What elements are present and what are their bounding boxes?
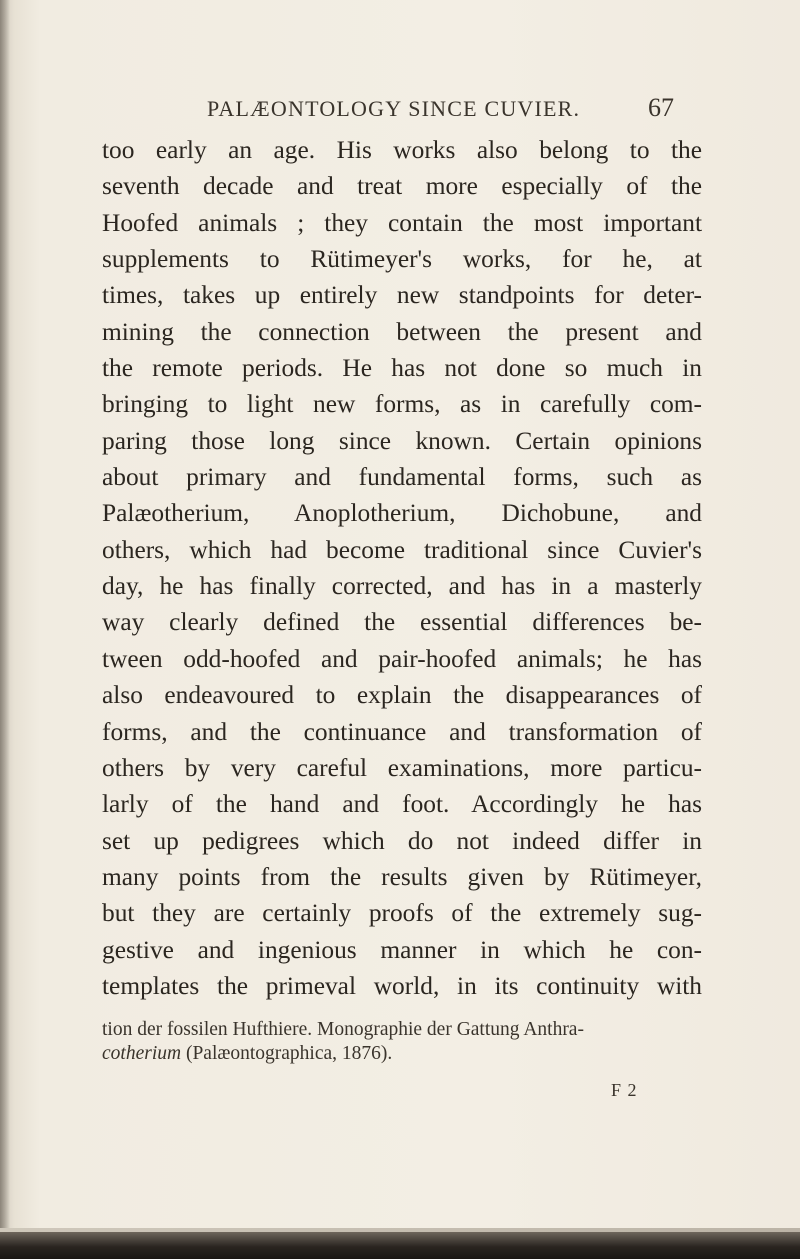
text-line: times, takes up entirely new standpoints for deter-	[102, 281, 702, 310]
text-line: Hoofed animals ; they contain the most important	[102, 208, 702, 237]
text-line: way clearly defined the essential differences be-	[102, 608, 702, 637]
text-line: seventh decade and treat more especially of the	[102, 172, 702, 201]
gutter-shadow	[0, 0, 10, 1259]
footnote-italic-title: cotherium	[102, 1043, 182, 1064]
footnote-citation: (Palæontographica, 1876).	[181, 1043, 393, 1064]
footnote-line: tion der fossilen Hufthiere. Monographie der Gattung Anthra-	[102, 1019, 584, 1040]
text-line: but they are certainly proofs of the extremely sug-	[102, 899, 702, 928]
text-line: larly of the hand and foot. Accordingly he has	[102, 790, 702, 819]
text-line: gestive and ingenious manner in which he con-	[102, 935, 702, 964]
footnote	[102, 1018, 702, 1066]
text-line: also endeavoured to explain the disappearances of	[102, 681, 702, 710]
text-line: others, which had become traditional since Cuvier's	[102, 535, 702, 564]
text-line: many points from the results given by Rütimeyer,	[102, 862, 702, 891]
running-title: PALÆONTOLOGY SINCE CUVIER.	[207, 96, 581, 121]
text-line: too early an age. His works also belong to the	[102, 136, 702, 164]
page-number: 67	[648, 93, 674, 122]
text-line: others by very careful examinations, more particu-	[102, 753, 702, 782]
text-line: the remote periods. He has not done so much in	[102, 354, 702, 383]
text-line: forms, and the continuance and transformation of	[102, 717, 702, 746]
text-line: paring those long since known. Certain opinions	[102, 426, 702, 455]
text-line: tween odd-hoofed and pair-hoofed animals; he has	[102, 644, 702, 673]
signature-mark: F 2	[611, 1080, 638, 1100]
body-text	[102, 132, 702, 1004]
text-line: about primary and fundamental forms, such as	[102, 463, 702, 492]
footnote-line	[102, 1042, 702, 1066]
text-line: Palæotherium, Anoplotherium, Dichobune, and	[102, 499, 702, 528]
text-line: mining the connection between the present and	[102, 317, 702, 346]
text-line: bringing to light new forms, as in carefully com-	[102, 390, 702, 419]
text-line: set up pedigrees which do not indeed differ in	[102, 826, 702, 855]
text-line: day, he has finally corrected, and has in a masterly	[102, 572, 702, 601]
text-line: templates the primeval world, in its continuity with	[102, 971, 702, 1000]
text-line: supplements to Rütimeyer's works, for he, at	[102, 245, 702, 274]
page-bottom-edge	[0, 1232, 800, 1259]
